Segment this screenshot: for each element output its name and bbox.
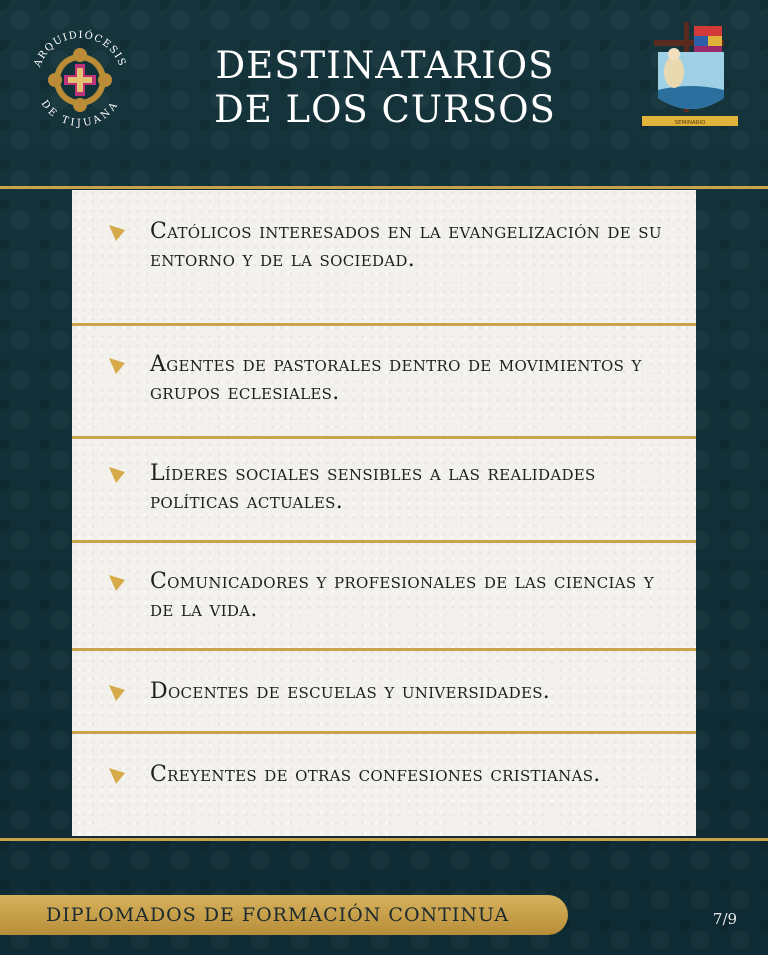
bottom-divider xyxy=(0,838,768,841)
audience-item-text: Católicos interesados en la evangelización de su entorno y de la sociedad. xyxy=(150,219,662,272)
page-number: 7/9 xyxy=(712,910,738,928)
arrow-icon xyxy=(108,357,126,375)
svg-text:ARQUIDIÓCESIS: ARQUIDIÓCESIS xyxy=(32,29,128,69)
crest-banner-text: SEMINARIO xyxy=(674,120,706,126)
seminary-crest xyxy=(640,20,740,136)
header xyxy=(0,0,768,180)
page-title xyxy=(150,44,620,132)
archdiocese-logo xyxy=(24,24,136,136)
audience-item-text: Docentes de escuelas y universidades. xyxy=(150,679,551,704)
audience-item-text: Líderes sociales sensibles a las realidades políticas actuales. xyxy=(150,461,596,514)
title-line-1: DESTINATARIOS xyxy=(215,44,555,87)
arrow-icon xyxy=(108,767,126,785)
audience-item-text: Creyentes de otras confesiones cristianas. xyxy=(150,762,601,787)
top-divider xyxy=(0,186,768,189)
audience-item-text: Agentes de pastorales dentro de movimientos y grupos eclesiales. xyxy=(150,352,642,405)
title-line-2: DE LOS CURSOS xyxy=(214,88,556,131)
item-divider xyxy=(72,323,696,326)
program-name: DIPLOMADOS DE FORMACIÓN CONTINUA xyxy=(46,904,510,926)
arrow-icon xyxy=(108,466,126,484)
item-divider xyxy=(72,731,696,734)
item-divider xyxy=(72,436,696,439)
audience-card xyxy=(72,190,696,836)
audience-item-text: Comunicadores y profesionales de las ciencias y de la vida. xyxy=(150,569,654,622)
arrow-icon xyxy=(108,684,126,702)
item-divider xyxy=(72,648,696,651)
item-divider xyxy=(72,540,696,543)
arrow-icon xyxy=(108,224,126,242)
svg-text:DE TIJUANA: DE TIJUANA xyxy=(38,98,122,130)
arrow-icon xyxy=(108,574,126,592)
